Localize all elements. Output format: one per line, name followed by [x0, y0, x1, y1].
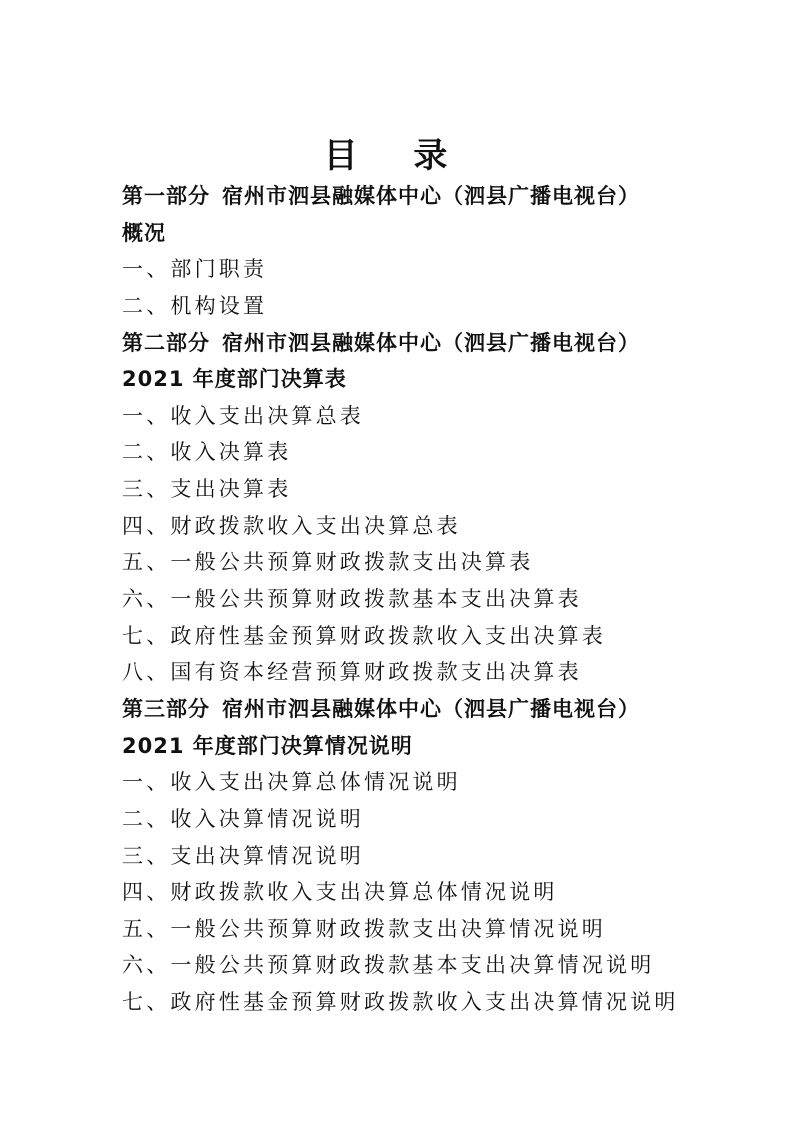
toc-item[interactable]: 四、财政拨款收入支出决算总表 [122, 513, 461, 538]
toc-item[interactable]: 六、一般公共预算财政拨款基本支出决算情况说明 [122, 953, 655, 978]
part-label: 第三部分 [122, 696, 210, 721]
toc-item[interactable]: 四、财政拨款收入支出决算总体情况说明 [122, 880, 558, 905]
toc-part-1-heading[interactable] [122, 178, 702, 215]
toc-item[interactable]: 五、一般公共预算财政拨款支出决算情况说明 [122, 916, 606, 941]
toc-item[interactable]: 一、部门职责 [122, 257, 268, 282]
toc-item[interactable]: 二、收入决算情况说明 [122, 806, 364, 831]
toc-part-3-heading-cont[interactable]: 2021 年度部门决算情况说明 [122, 733, 413, 758]
toc-item[interactable]: 五、一般公共预算财政拨款支出决算表 [122, 550, 534, 575]
page-title: 目 录 [323, 136, 470, 176]
part-title: 宿州市泗县融媒体中心（泗县广播电视台） [222, 330, 640, 355]
toc-part-2-heading-cont[interactable]: 2021 年度部门决算表 [122, 367, 347, 392]
toc-item[interactable]: 一、收入支出决算总体情况说明 [122, 770, 461, 795]
toc-item[interactable]: 七、政府性基金预算财政拨款收入支出决算情况说明 [122, 990, 679, 1015]
part-label: 第一部分 [122, 184, 210, 208]
toc-item[interactable]: 六、一般公共预算财政拨款基本支出决算表 [122, 587, 582, 612]
toc-item[interactable]: 三、支出决算情况说明 [122, 843, 364, 868]
toc-item[interactable]: 八、国有资本经营预算财政拨款支出决算表 [122, 660, 582, 685]
toc-part-1-heading-cont[interactable]: 概况 [122, 220, 166, 245]
part-title: 宿州市泗县融媒体中心（泗县广播电视台） [222, 696, 640, 721]
toc-part-2-heading[interactable] [122, 325, 702, 362]
toc-part-3-heading[interactable] [122, 691, 702, 728]
toc-item[interactable]: 三、支出决算表 [122, 477, 292, 502]
part-label: 第二部分 [122, 330, 210, 355]
toc-item[interactable]: 二、收入决算表 [122, 440, 292, 465]
table-of-contents [122, 178, 702, 1021]
toc-item[interactable]: 二、机构设置 [122, 293, 268, 318]
toc-item[interactable]: 一、收入支出决算总表 [122, 403, 364, 428]
toc-item[interactable]: 七、政府性基金预算财政拨款收入支出决算表 [122, 623, 606, 648]
part-title: 宿州市泗县融媒体中心（泗县广播电视台） [222, 184, 640, 208]
